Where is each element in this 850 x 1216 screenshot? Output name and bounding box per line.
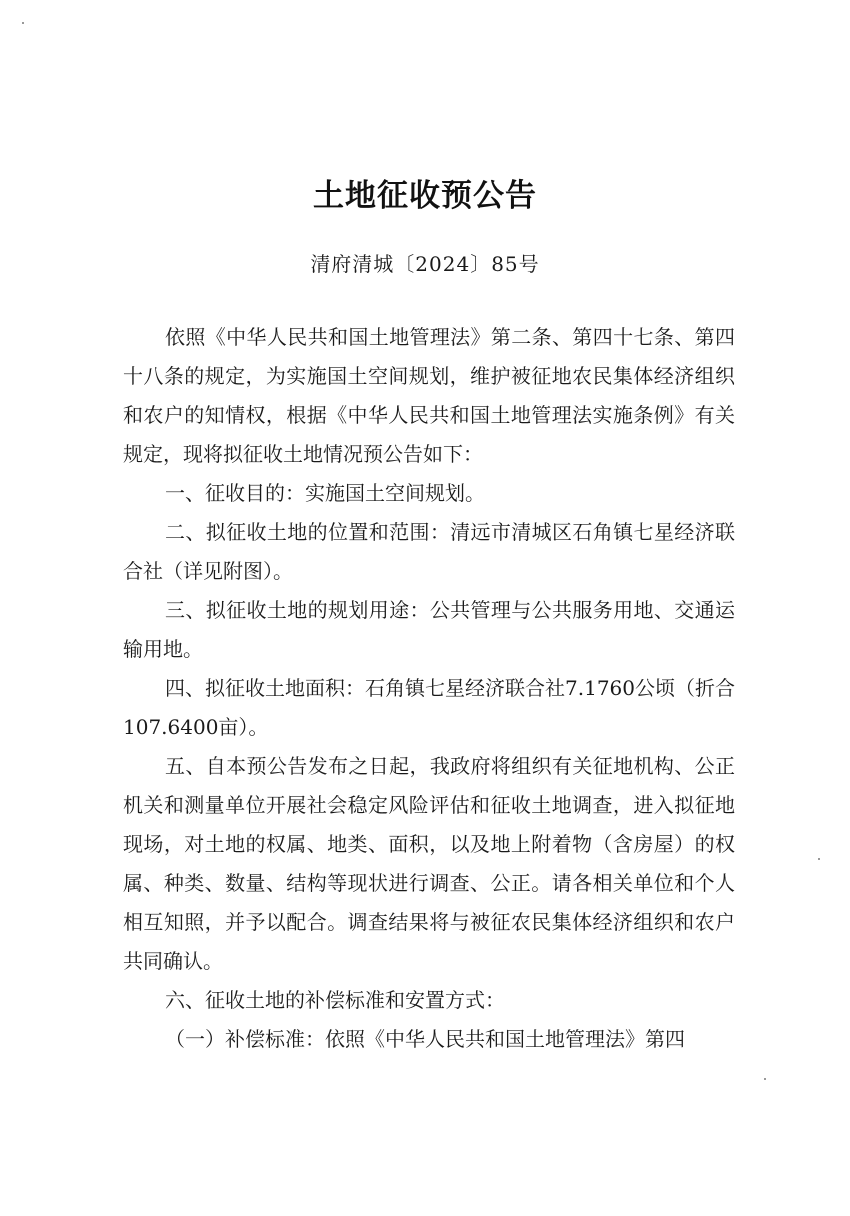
paragraph-purpose: 一、征收目的：实施国土空间规划。	[165, 481, 485, 505]
paragraph-compensation-standard: （一）补偿标准：依照《中华人民共和国土地管理法》第四	[165, 1027, 685, 1051]
scan-speck	[764, 1078, 766, 1080]
paragraph-location: 二、拟征收土地的位置和范围：清远市清城区石角镇七星经济联合社（详见附图）。	[123, 520, 735, 583]
scan-speck	[818, 858, 820, 860]
page-title: 土地征收预公告	[313, 178, 537, 214]
paragraph-usage: 三、拟征收土地的规划用途：公共管理与公共服务用地、交通运输用地。	[123, 598, 735, 661]
document-body	[123, 318, 735, 1059]
paragraph-area: 四、拟征收土地面积：石角镇七星经济联合社7.1760公顷（折合107.6400亩）。	[123, 676, 735, 739]
scan-speck	[22, 22, 24, 24]
paragraph-compensation-heading: 六、征收土地的补偿标准和安置方式：	[165, 988, 505, 1012]
paragraph-survey: 五、自本预公告发布之日起，我政府将组织有关征地机构、公正机关和测量单位开展社会稳定风险评估和征收土地调查，进入拟征地现场，对土地的权属、地类、面积，以及地上附着物（含房屋）的权属、种类、数量、结构等现状进行调查、公正。请各相关单位和个人相互知照，并予以配合。调查结果将与被征农民集体经济组织和农户共同确认。	[123, 754, 735, 973]
document-number: 清府清城〔2024〕85号	[310, 252, 540, 276]
paragraph-intro: 依照《中华人民共和国土地管理法》第二条、第四十七条、第四十八条的规定，为实施国土空间规划，维护被征地农民集体经济组织和农户的知情权，根据《中华人民共和国土地管理法实施条例》有关规定，现将拟征收土地情况预公告如下：	[123, 325, 735, 466]
